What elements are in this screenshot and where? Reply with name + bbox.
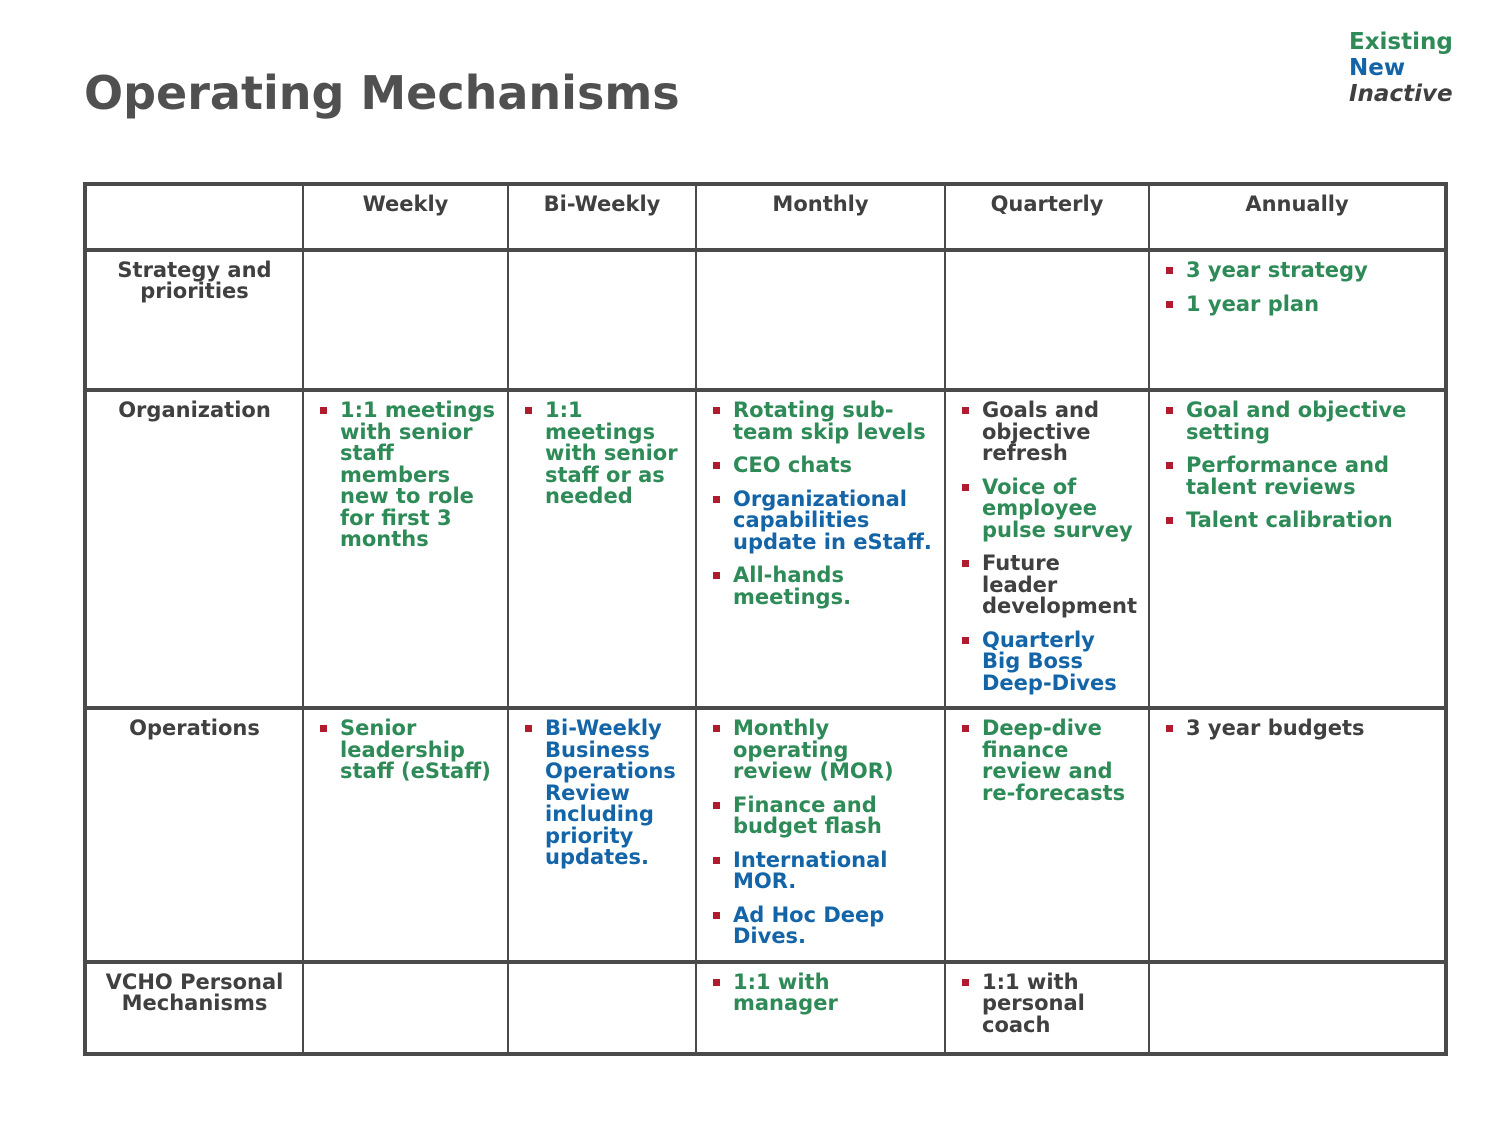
mechanism-list [1150,252,1444,315]
mechanism-list [509,392,695,508]
mechanism-item: Monthly operating review (MOR) [711,718,934,783]
page-title: Operating Mechanisms [84,66,680,120]
table-row-operations [85,708,1446,962]
cell-operations-bi-weekly [508,708,696,962]
mechanism-list [509,710,695,869]
corner-cell [85,184,303,250]
mechanism-list [697,964,944,1015]
mechanism-item: Goals and objective refresh [960,400,1138,465]
mechanism-item: Rotating sub-team skip levels [711,400,934,443]
column-header-monthly: Monthly [696,184,945,250]
cell-operations-quarterly [945,708,1149,962]
mechanism-item: 1:1 with personal coach [960,972,1138,1037]
mechanism-list [697,392,944,608]
cell-organization-annually [1149,390,1446,708]
mechanism-item: Finance and budget flash [711,795,934,838]
mechanism-item: Senior leadership staff (eStaff) [318,718,497,783]
mechanism-item: Quarterly Big Boss Deep-Dives [960,630,1138,695]
row-label: VCHO Personal Mechanisms [85,962,303,1054]
mechanism-item: Organizational capabilities update in eStaff. [711,489,934,554]
header-row [85,184,1446,250]
cell-organization-weekly [303,390,508,708]
cell-operations-monthly [696,708,945,962]
cell-strategy-and-priorities-weekly [303,250,508,390]
cell-vcho-personal-mechanisms-monthly [696,962,945,1054]
cell-organization-quarterly [945,390,1149,708]
mechanism-list [304,710,507,783]
mechanism-item: Performance and talent reviews [1164,455,1434,498]
mechanism-item: 3 year strategy [1164,260,1434,282]
cell-vcho-personal-mechanisms-bi-weekly [508,962,696,1054]
mechanism-item: Deep-dive finance review and re-forecasts [960,718,1138,804]
legend-new: New [1349,55,1406,81]
row-label: Operations [85,708,303,962]
column-header-bi-weekly: Bi-Weekly [508,184,696,250]
column-header-quarterly: Quarterly [945,184,1149,250]
mechanism-item: CEO chats [711,455,934,477]
cell-organization-bi-weekly [508,390,696,708]
mechanism-list [1150,392,1444,532]
mechanism-item: Talent calibration [1164,510,1434,532]
mechanism-item: 1:1 meetings with senior staff or as needed [523,400,685,508]
mechanism-item: Bi-Weekly Business Operations Review including priority updates. [523,718,685,869]
mechanism-item: 3 year budgets [1164,718,1434,740]
status-legend [1349,29,1453,107]
table-row-vcho-personal-mechanisms [85,962,1446,1054]
mechanism-item: 1:1 meetings with senior staff members new to role for first 3 months [318,400,497,551]
mechanism-item: Ad Hoc Deep Dives. [711,905,934,948]
legend-existing: Existing [1349,29,1453,55]
cell-organization-monthly [696,390,945,708]
mechanism-item: Voice of employee pulse survey [960,477,1138,542]
cell-strategy-and-priorities-annually [1149,250,1446,390]
row-label: Strategy and priorities [85,250,303,390]
mechanism-list [304,392,507,551]
mechanism-item: Goal and objective setting [1164,400,1434,443]
row-label: Organization [85,390,303,708]
mechanism-list [946,710,1148,804]
table-row-strategy-and-priorities [85,250,1446,390]
mechanism-item: All-hands meetings. [711,565,934,608]
mechanism-list [1150,710,1444,740]
mechanisms-table [83,182,1448,1056]
column-header-weekly: Weekly [303,184,508,250]
cell-operations-weekly [303,708,508,962]
cell-vcho-personal-mechanisms-annually [1149,962,1446,1054]
mechanism-list [946,392,1148,694]
cell-strategy-and-priorities-quarterly [945,250,1149,390]
cell-strategy-and-priorities-bi-weekly [508,250,696,390]
column-header-annually: Annually [1149,184,1446,250]
mechanism-item: Future leader development [960,553,1138,618]
cell-strategy-and-priorities-monthly [696,250,945,390]
mechanism-item: 1 year plan [1164,294,1434,316]
table-row-organization [85,390,1446,708]
cell-vcho-personal-mechanisms-weekly [303,962,508,1054]
mechanism-item: International MOR. [711,850,934,893]
mechanism-item: 1:1 with manager [711,972,934,1015]
cell-vcho-personal-mechanisms-quarterly [945,962,1149,1054]
mechanism-list [946,964,1148,1037]
mechanism-list [697,710,944,948]
legend-inactive: Inactive [1349,81,1453,107]
cell-operations-annually [1149,708,1446,962]
